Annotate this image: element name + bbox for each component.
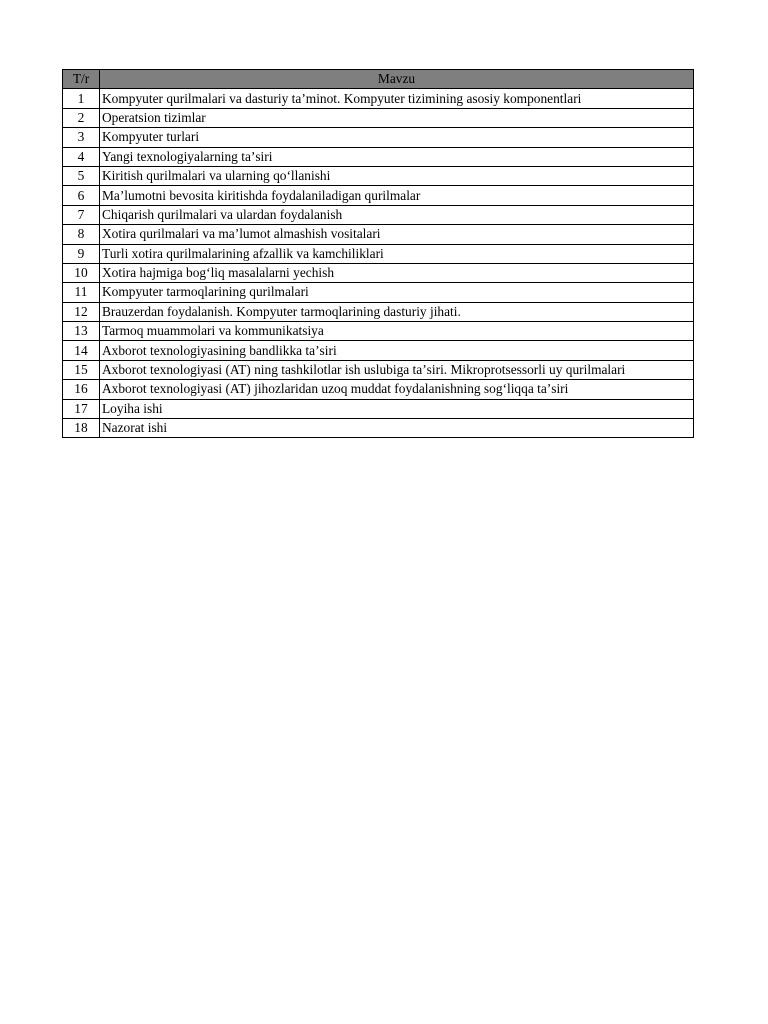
- row-number: 7: [63, 205, 100, 224]
- topics-table: [62, 69, 694, 438]
- row-topic: Brauzerdan foydalanish. Kompyuter tarmoqlarining dasturiy jihati.: [100, 302, 694, 321]
- table-row: [63, 419, 694, 438]
- row-number: 11: [63, 283, 100, 302]
- row-topic: Axborot texnologiyasi (AT) jihozlaridan uzoq muddat foydalanishning sogʻliqqa taʼsiri: [100, 380, 694, 399]
- column-header-topic: Mavzu: [100, 70, 694, 89]
- row-number: 13: [63, 322, 100, 341]
- table-row: [63, 322, 694, 341]
- row-number: 16: [63, 380, 100, 399]
- table-row: [63, 128, 694, 147]
- row-number: 18: [63, 419, 100, 438]
- table-row: [63, 89, 694, 108]
- table-row: [63, 108, 694, 127]
- table-header: [63, 70, 694, 89]
- row-number: 17: [63, 399, 100, 418]
- row-number: 12: [63, 302, 100, 321]
- row-topic: Kiritish qurilmalari va ularning qoʻllanishi: [100, 166, 694, 185]
- row-topic: Nazorat ishi: [100, 419, 694, 438]
- row-number: 8: [63, 225, 100, 244]
- row-number: 9: [63, 244, 100, 263]
- row-topic: Xotira qurilmalari va maʼlumot almashish vositalari: [100, 225, 694, 244]
- row-number: 3: [63, 128, 100, 147]
- table-row: [63, 341, 694, 360]
- table-row: [63, 399, 694, 418]
- row-number: 2: [63, 108, 100, 127]
- row-topic: Kompyuter qurilmalari va dasturiy taʼminot. Kompyuter tizimining asosiy komponentlari: [100, 89, 694, 108]
- row-topic: Yangi texnologiyalarning taʼsiri: [100, 147, 694, 166]
- table-row: [63, 205, 694, 224]
- table-row: [63, 283, 694, 302]
- row-number: 15: [63, 360, 100, 379]
- header-row: [63, 70, 694, 89]
- table-row: [63, 360, 694, 379]
- row-topic: Kompyuter turlari: [100, 128, 694, 147]
- table-row: [63, 380, 694, 399]
- table-body: [63, 89, 694, 438]
- table-row: [63, 225, 694, 244]
- row-topic: Axborot texnologiyasi (AT) ning tashkilotlar ish uslubiga taʼsiri. Mikroprotsessorli uy qurilmalari: [100, 360, 694, 379]
- row-number: 6: [63, 186, 100, 205]
- table-row: [63, 166, 694, 185]
- row-topic: Operatsion tizimlar: [100, 108, 694, 127]
- table-row: [63, 302, 694, 321]
- row-topic: Turli xotira qurilmalarining afzallik va kamchiliklari: [100, 244, 694, 263]
- table-row: [63, 147, 694, 166]
- row-number: 5: [63, 166, 100, 185]
- row-topic: Xotira hajmiga bogʻliq masalalarni yechish: [100, 263, 694, 282]
- row-topic: Kompyuter tarmoqlarining qurilmalari: [100, 283, 694, 302]
- row-topic: Chiqarish qurilmalari va ulardan foydalanish: [100, 205, 694, 224]
- table-row: [63, 186, 694, 205]
- table-row: [63, 263, 694, 282]
- row-number: 14: [63, 341, 100, 360]
- row-topic: Tarmoq muammolari va kommunikatsiya: [100, 322, 694, 341]
- row-topic: Loyiha ishi: [100, 399, 694, 418]
- row-topic: Axborot texnologiyasining bandlikka taʼsiri: [100, 341, 694, 360]
- row-topic: Maʼlumotni bevosita kiritishda foydalaniladigan qurilmalar: [100, 186, 694, 205]
- row-number: 10: [63, 263, 100, 282]
- row-number: 4: [63, 147, 100, 166]
- row-number: 1: [63, 89, 100, 108]
- column-header-number: T/r: [63, 70, 100, 89]
- table-row: [63, 244, 694, 263]
